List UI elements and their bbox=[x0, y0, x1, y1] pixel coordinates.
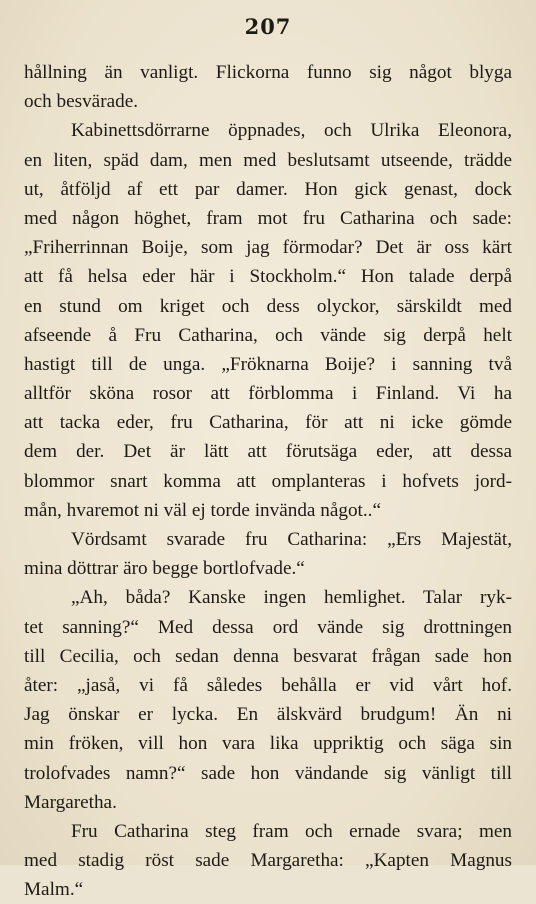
page-number: 207 bbox=[244, 14, 292, 39]
text-line: en liten, späd dam, men med beslutsamt utseende, trädde bbox=[24, 149, 512, 171]
text-line: „Ah, båda? Kanske ingen hemlighet. Talar ryk- bbox=[71, 587, 512, 609]
text-line: afseende å Fru Catharina, och vände sig derpå helt bbox=[24, 324, 512, 346]
text-line: Jag önskar er lycka. En älskvärd brudgum! Än ni bbox=[24, 704, 512, 726]
text-line: Vördsamt svarade fru Catharina: „Ers Majestät, bbox=[71, 529, 512, 550]
text-line: alltför sköna rosor att förblomma i Finland. Vi ha bbox=[24, 383, 512, 405]
text-line: hastigt till de unga. „Fröknarna Boije? i sanning två bbox=[24, 353, 512, 375]
text-line: Kabinettsdörrarne öppnades, och Ulrika Eleonora, bbox=[71, 120, 512, 142]
text-line: Malm.“ bbox=[24, 879, 84, 901]
text-line: en stund om kriget och dess olyckor, särskildt med bbox=[24, 295, 512, 317]
text-line: att få helsa eder här i Stockholm.“ Hon talade derpå bbox=[24, 266, 512, 288]
text-line: åter: „jaså, vi få således behålla er vid vårt hof. bbox=[24, 674, 512, 696]
text-line: tet sanning?“ Med dessa ord vände sig drottningen bbox=[24, 616, 512, 638]
text-line: dem der. Det är lätt att förutsäga eder, att dessa bbox=[24, 441, 512, 463]
text-line: „Friherrinnan Boije, som jag förmodar? Det är oss kärt bbox=[24, 237, 512, 259]
text-line: till Cecilia, och sedan denna besvarat frågan sade hon bbox=[24, 645, 512, 667]
text-line: mån, hvaremot ni väl ej torde invända något..“ bbox=[24, 499, 381, 521]
text-line: och besvärade. bbox=[24, 91, 139, 113]
text-line: med någon höghet, fram mot fru Catharina och sade: bbox=[24, 207, 512, 229]
text-line: Margaretha. bbox=[24, 791, 117, 813]
text-line: blommor snart komma att omplanteras i hofvets jord- bbox=[24, 470, 512, 492]
text-line: mina döttrar äro begge bortlofvade.“ bbox=[24, 558, 305, 580]
text-line: hållning än vanligt. Flickorna funno sig något blyga bbox=[24, 62, 512, 83]
body-text bbox=[24, 58, 512, 904]
text-line: med stadig röst sade Margaretha: „Kapten Magnus bbox=[24, 850, 512, 872]
text-line: ut, åtföljd af ett par damer. Hon gick genast, dock bbox=[24, 178, 512, 200]
text-line: att tacka eder, fru Catharina, för att ni icke gömde bbox=[24, 412, 512, 434]
text-line: trolofvades namn?“ sade hon vändande sig vänligt till bbox=[24, 762, 512, 784]
text-line: Fru Catharina steg fram och ernade svara; men bbox=[71, 820, 512, 842]
text-line: min fröken, vill hon vara lika uppriktig och säga sin bbox=[24, 733, 512, 755]
